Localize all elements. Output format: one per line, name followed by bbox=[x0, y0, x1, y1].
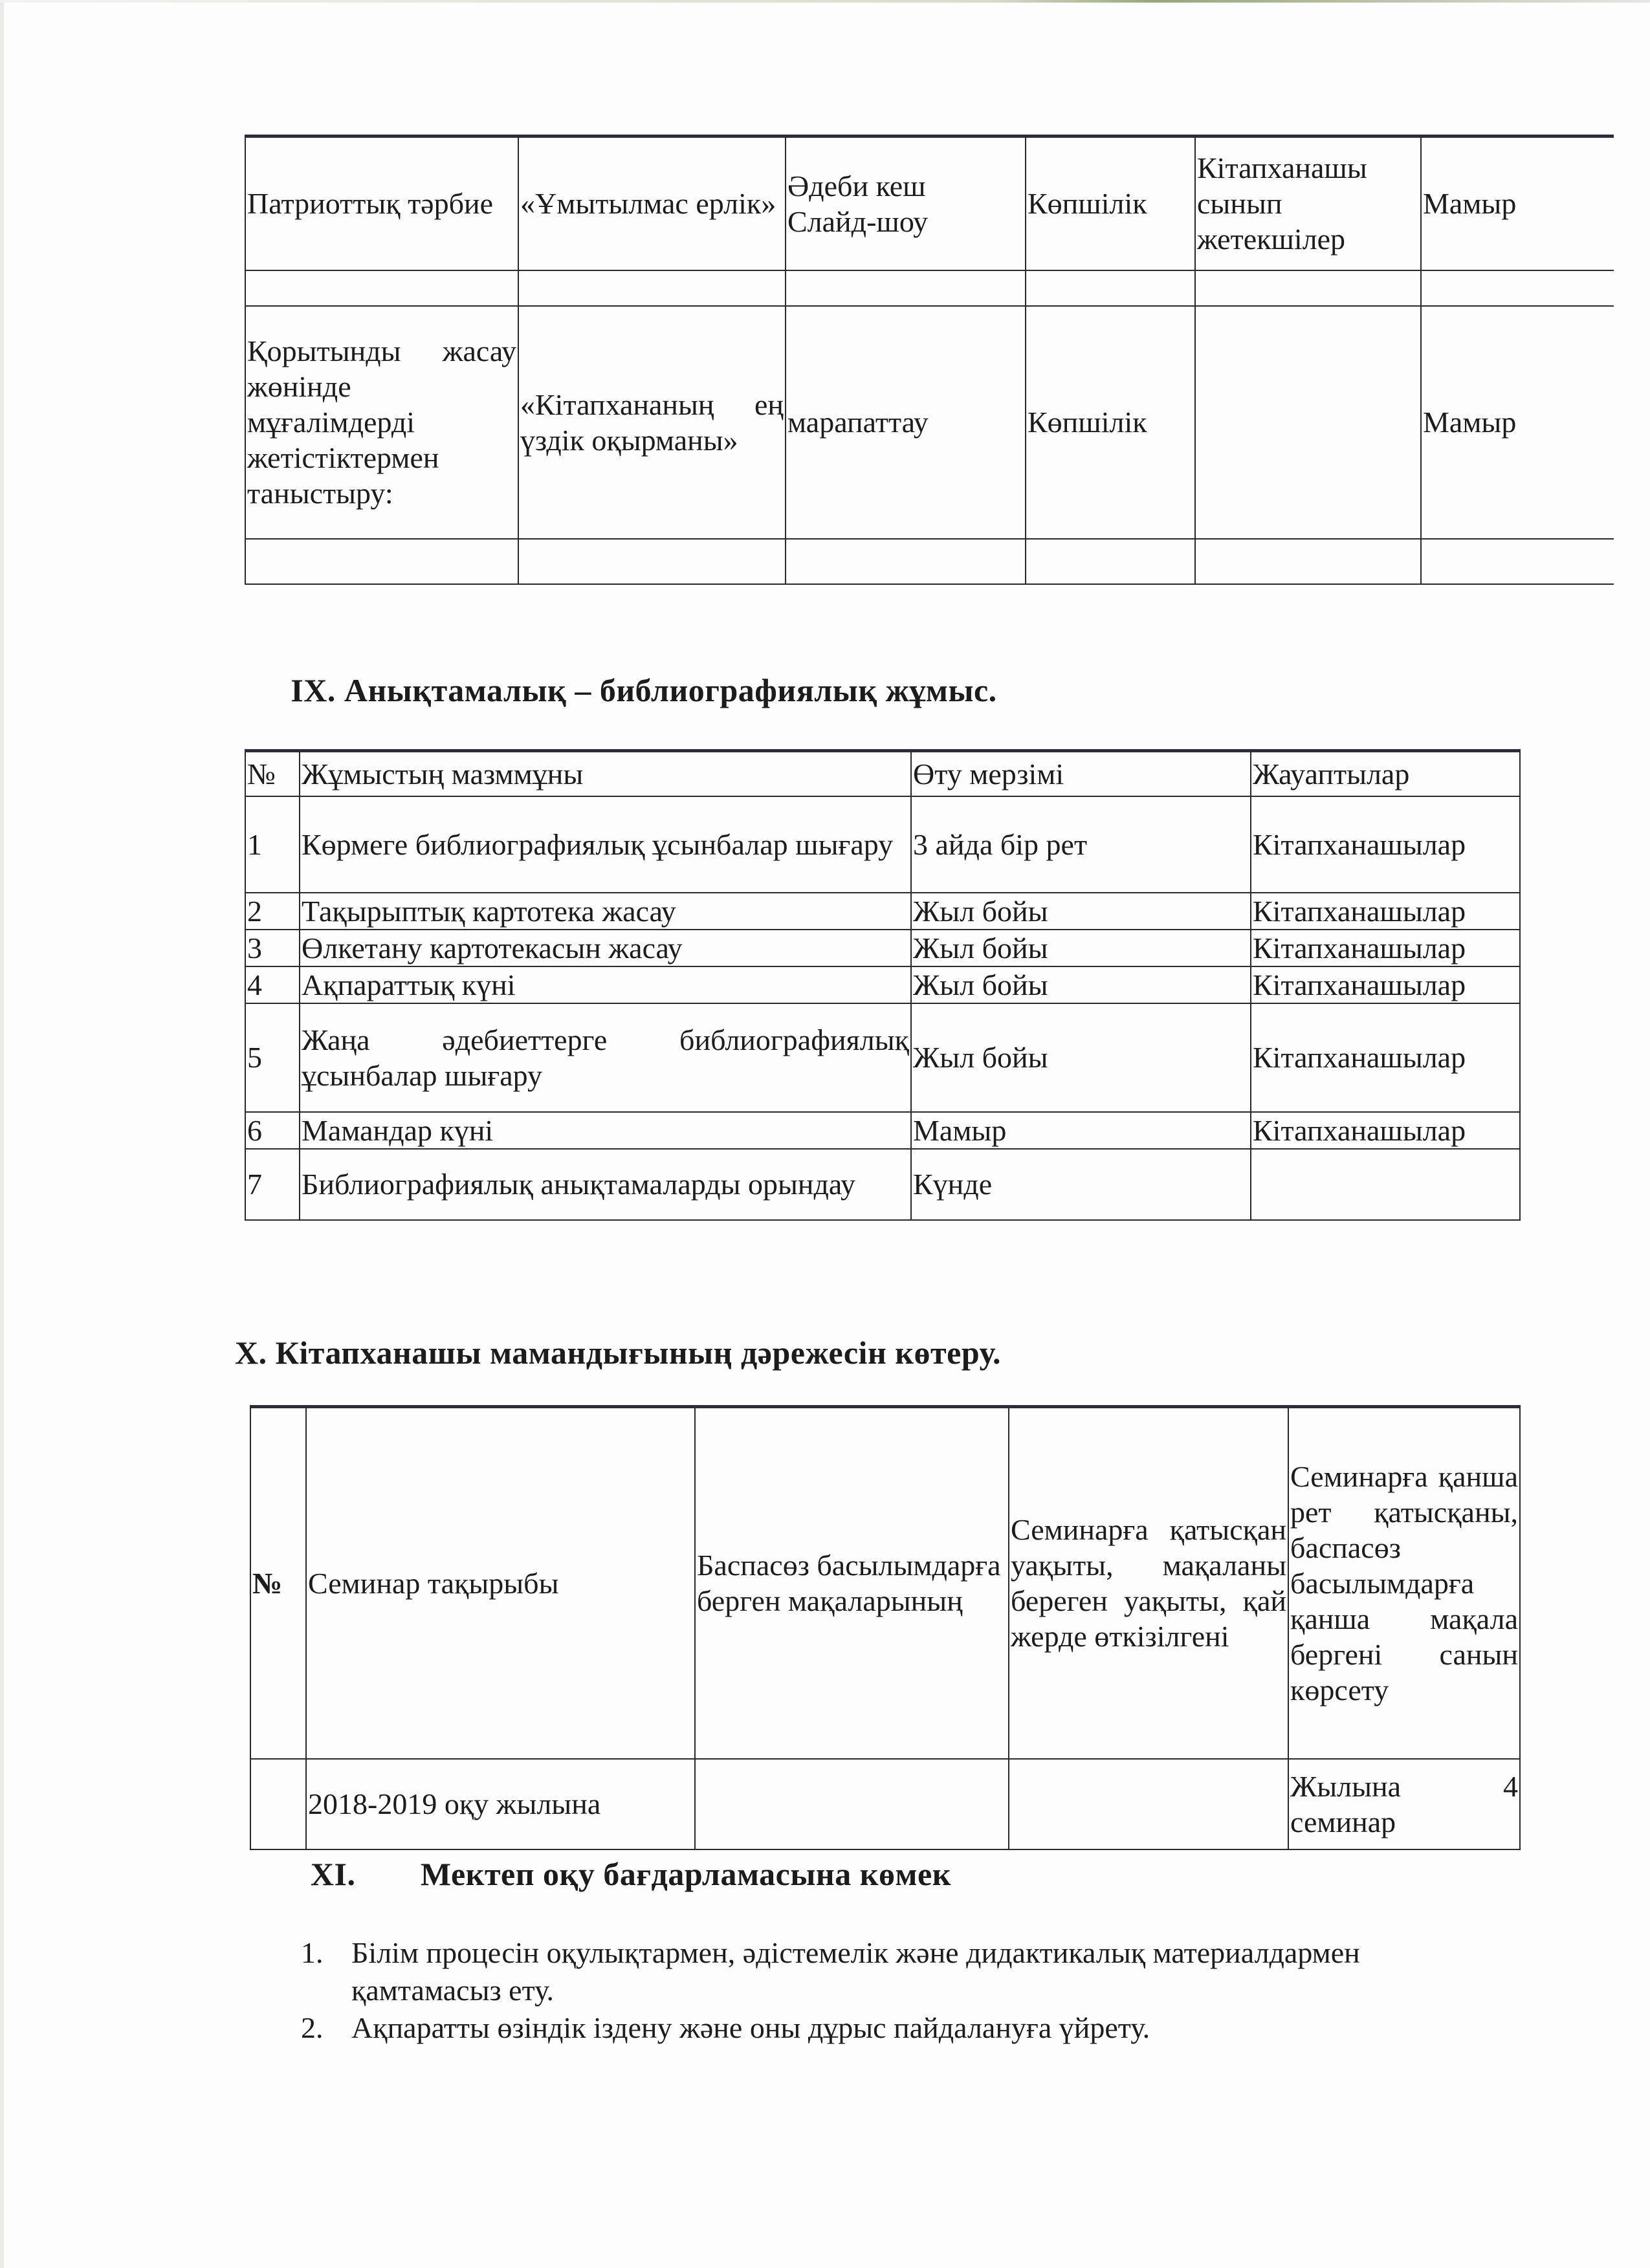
header-responsible: Жауаптылар bbox=[1251, 751, 1520, 796]
row-number: 2 bbox=[245, 893, 300, 930]
table-row bbox=[245, 893, 1520, 930]
header-number: № bbox=[245, 751, 300, 796]
events-table bbox=[245, 135, 1614, 585]
table-row bbox=[245, 966, 1520, 1003]
row-term: Жыл бойы bbox=[911, 966, 1251, 1003]
row-articles bbox=[695, 1759, 1009, 1849]
empty-cell bbox=[1421, 270, 1614, 306]
row-term: Мамыр bbox=[911, 1112, 1251, 1149]
direction-cell: Патриоттық тәрбие bbox=[245, 136, 518, 270]
table-row bbox=[245, 270, 1614, 306]
empty-cell bbox=[518, 539, 786, 584]
table-row bbox=[245, 306, 1614, 539]
row-content: Өлкетану картотекасын жасау bbox=[300, 930, 911, 966]
date-cell: Мамыр bbox=[1421, 136, 1614, 270]
row-number: 7 bbox=[245, 1149, 300, 1220]
audience-cell: Көпшілік bbox=[1026, 306, 1195, 539]
header-number: № bbox=[250, 1407, 306, 1759]
qualification-table bbox=[250, 1405, 1521, 1850]
list-item bbox=[256, 1934, 1485, 2009]
row-number: 1 bbox=[245, 796, 300, 893]
table-row bbox=[245, 930, 1520, 966]
responsible-cell bbox=[1195, 306, 1421, 539]
table-row bbox=[245, 1003, 1520, 1112]
row-number: 5 bbox=[245, 1003, 300, 1112]
direction-cell: Қорытынды жасау жөнінде мұғалімдерді жетістіктермен таныстыру: bbox=[245, 306, 518, 539]
row-responsible: Кітапханашылар bbox=[1251, 893, 1520, 930]
list-item bbox=[256, 2009, 1485, 2047]
header-seminar-topic: Семинар тақырыбы bbox=[306, 1407, 695, 1759]
row-responsible: Кітапханашылар bbox=[1251, 1003, 1520, 1112]
event-name-cell: «Ұмытылмас ерлік» bbox=[518, 136, 786, 270]
row-number bbox=[250, 1759, 306, 1849]
empty-cell bbox=[786, 270, 1026, 306]
empty-cell bbox=[245, 539, 518, 584]
row-time-place bbox=[1009, 1759, 1288, 1849]
row-term: 3 айда бір рет bbox=[911, 796, 1251, 893]
bibliographic-work-table bbox=[245, 749, 1521, 1221]
section-title-ix: IX. Анықтамалық – библиографиялық жұмыс. bbox=[291, 672, 997, 708]
header-term: Өту мерзімі bbox=[911, 751, 1251, 796]
row-term: Жыл бойы bbox=[911, 893, 1251, 930]
empty-cell bbox=[1421, 539, 1614, 584]
table-header-row bbox=[245, 751, 1520, 796]
form-line: Слайд-шоу bbox=[787, 204, 929, 238]
form-line: Әдеби кеш bbox=[787, 169, 926, 202]
row-content: Тақырыптық картотека жасау bbox=[300, 893, 911, 930]
row-seminar-topic: 2018-2019 оқу жылына bbox=[306, 1759, 695, 1849]
header-time-place: Семинарға қатысқан уақыты, мақаланы береген уақыты, қай жерде өткізілгені bbox=[1009, 1407, 1288, 1759]
empty-cell bbox=[786, 539, 1026, 584]
row-count: Жылына 4 семинар bbox=[1288, 1759, 1520, 1849]
row-term: Жыл бойы bbox=[911, 1003, 1251, 1112]
row-responsible: Кітапханашылар bbox=[1251, 930, 1520, 966]
table-row bbox=[250, 1759, 1520, 1849]
empty-cell bbox=[1026, 539, 1195, 584]
header-articles: Баспасөз басылымдарға берген мақаларының bbox=[695, 1407, 1009, 1759]
table-row bbox=[245, 539, 1614, 584]
row-content: Жаңа әдебиеттерге библиографиялық ұсынбалар шығару bbox=[300, 1003, 911, 1112]
section-title-x: X. Кітапханашы мамандығының дәрежесін көтеру. bbox=[235, 1335, 1001, 1371]
date-cell: Мамыр bbox=[1421, 306, 1614, 539]
header-content: Жұмыстың мазммұны bbox=[300, 751, 911, 796]
row-number: 4 bbox=[245, 966, 300, 1003]
table-row bbox=[245, 1149, 1520, 1220]
empty-cell bbox=[1195, 539, 1421, 584]
scan-page-edge-top bbox=[0, 0, 1650, 3]
list-item-number: 2. bbox=[301, 2011, 324, 2044]
row-number: 6 bbox=[245, 1112, 300, 1149]
row-responsible: Кітапханашылар bbox=[1251, 796, 1520, 893]
empty-cell bbox=[245, 270, 518, 306]
row-content: Библиографиялық анықтамаларды орындау bbox=[300, 1149, 911, 1220]
audience-cell: Көпшілік bbox=[1026, 136, 1195, 270]
section-title-text: Мектеп оқу бағдарламасына көмек bbox=[420, 1856, 952, 1892]
header-count: Семинарға қанша рет қатысқаны, баспасөз басылымдарға қанша мақала бергені санын көрсету bbox=[1288, 1407, 1520, 1759]
scan-page-edge bbox=[0, 0, 4, 2268]
row-term: Жыл бойы bbox=[911, 930, 1251, 966]
event-name-cell: «Кітапхананың ең үздік оқырманы» bbox=[518, 306, 786, 539]
row-content: Мамандар күні bbox=[300, 1112, 911, 1149]
row-responsible: Кітапханашылар bbox=[1251, 966, 1520, 1003]
row-term: Күнде bbox=[911, 1149, 1251, 1220]
row-responsible bbox=[1251, 1149, 1520, 1220]
table-row bbox=[245, 136, 1614, 270]
list-item-text: Ақпаратты өзіндік іздену және оны дұрыс пайдалануға үйрету. bbox=[351, 2011, 1150, 2044]
row-responsible: Кітапханашылар bbox=[1251, 1112, 1520, 1149]
empty-cell bbox=[1026, 270, 1195, 306]
row-content: Ақпараттық күні bbox=[300, 966, 911, 1003]
table-row bbox=[245, 1112, 1520, 1149]
row-content: Көрмеге библиографиялық ұсынбалар шығару bbox=[300, 796, 911, 893]
list-item-text: Білім процесін оқулықтармен, әдістемелік және дидактикалық материалдармен қамтамасыз ету. bbox=[351, 1936, 1360, 2007]
form-cell bbox=[786, 136, 1026, 270]
table-row bbox=[245, 796, 1520, 893]
form-cell: марапаттау bbox=[786, 306, 1026, 539]
row-number: 3 bbox=[245, 930, 300, 966]
assistance-list bbox=[256, 1934, 1485, 2047]
table-header-row bbox=[250, 1407, 1520, 1759]
list-item-number: 1. bbox=[301, 1936, 324, 1969]
empty-cell bbox=[518, 270, 786, 306]
section-number: XI. bbox=[310, 1856, 356, 1892]
responsible-cell: Кітапханашы сынып жетекшілер bbox=[1195, 136, 1421, 270]
empty-cell bbox=[1195, 270, 1421, 306]
section-title-xi bbox=[0, 1855, 1456, 1893]
